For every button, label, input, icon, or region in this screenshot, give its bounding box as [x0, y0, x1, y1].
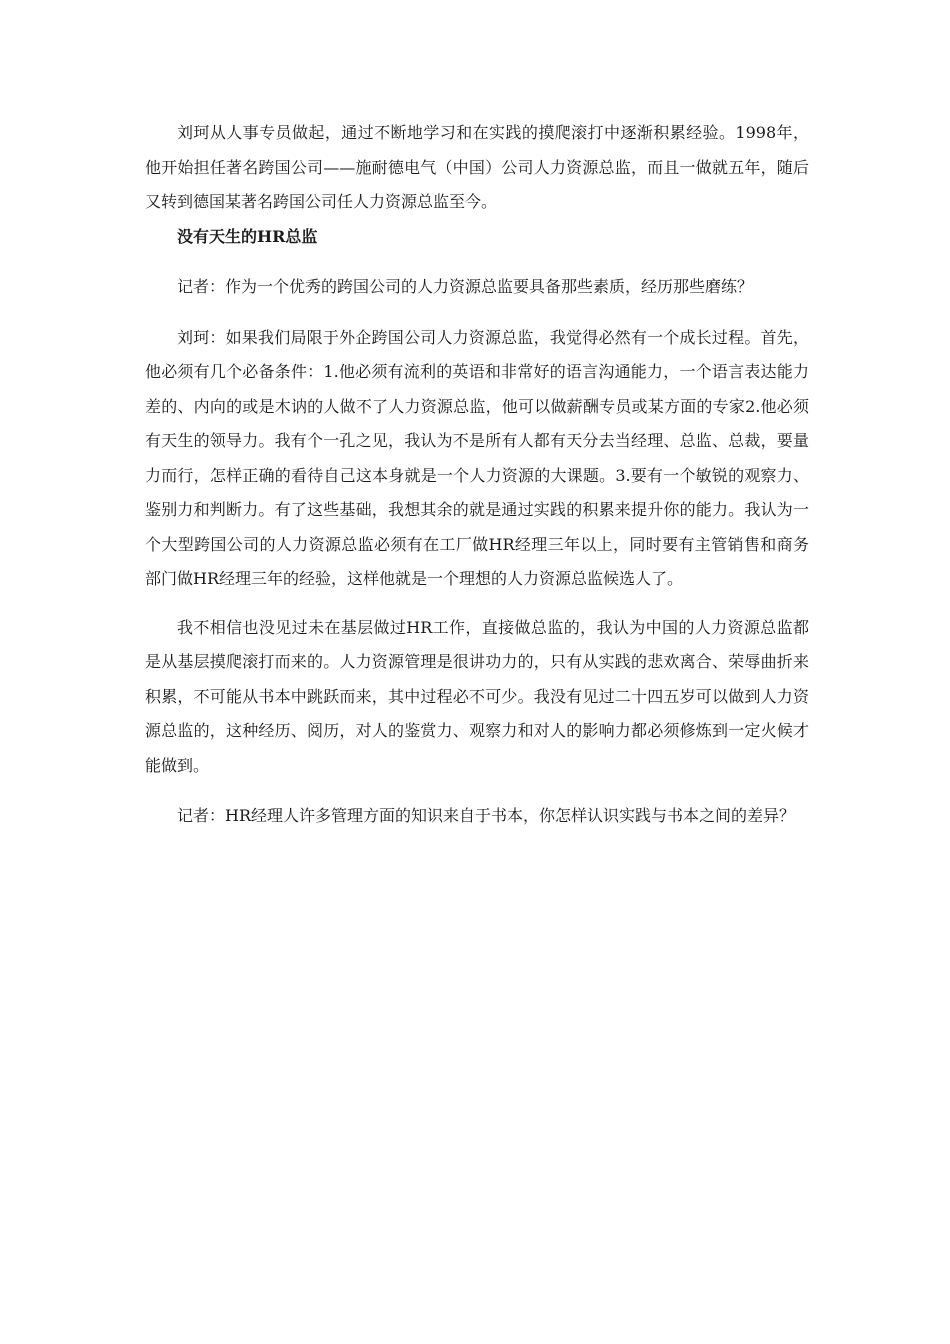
reporter-question-1: 记者：作为一个优秀的跨国公司的人力资源总监要具备那些素质，经历那些磨练？: [177, 277, 754, 296]
answer-paragraph-1: 刘珂：如果我们局限于外企跨国公司人力资源总监，我觉得必然有一个成长过程。首先，他必须有几个必备条件：1.他必须有流利的英语和非常好的语言沟通能力，一个语言表达能力差的、内向的或是木讷的人做不了人力资源总监，他可以做薪酬专员或某方面的专家2.他必须有天生的领导力。我有个一孔之见，我认为不是所有人都有天分去当经理、总监、总裁，要量力而行，怎样正确的看待自己这本身就是一个人力资源的大课题。3.要有一个敏锐的观察力、鉴别力和判断力。有了这些基础，我想其余的就是通过实践的积累来提升你的能力。我认为一个大型跨国公司的人力资源总监必须有在工厂做HR经理三年以上，同时要有主管销售和商务部门做HR经理三年的经验，这样他就是一个理想的人力资源总监候选人了。: [145, 327, 809, 588]
document-body: [145, 116, 809, 834]
answer-paragraph-2: 我不相信也没见过未在基层做过HR工作，直接做总监的，我认为中国的人力资源总监都是从基层摸爬滚打而来的。人力资源管理是很讲功力的，只有从实践的悲欢离合、荣辱曲折来积累，不可能从书本中跳跃而来，其中过程必不可少。我没有见过二十四五岁可以做到人力资源总监的，这种经历、阅历，对人的鉴赏力、观察力和对人的影响力都必须修炼到一定火候才能做到。: [145, 617, 809, 775]
section-heading: 没有天生的HR总监: [177, 226, 318, 246]
intro-paragraph: 刘珂从人事专员做起，通过不断地学习和在实践的摸爬滚打中逐渐积累经验。1998年，他开始担任著名跨国公司——施耐德电气（中国）公司人力资源总监，而且一做就五年，随后又转到德国某著名跨国公司任人力资源总监至今。: [145, 123, 809, 211]
reporter-question-2: 记者：HR经理人许多管理方面的知识来自于书本，你怎样认识实践与书本之间的差异？: [177, 806, 796, 825]
